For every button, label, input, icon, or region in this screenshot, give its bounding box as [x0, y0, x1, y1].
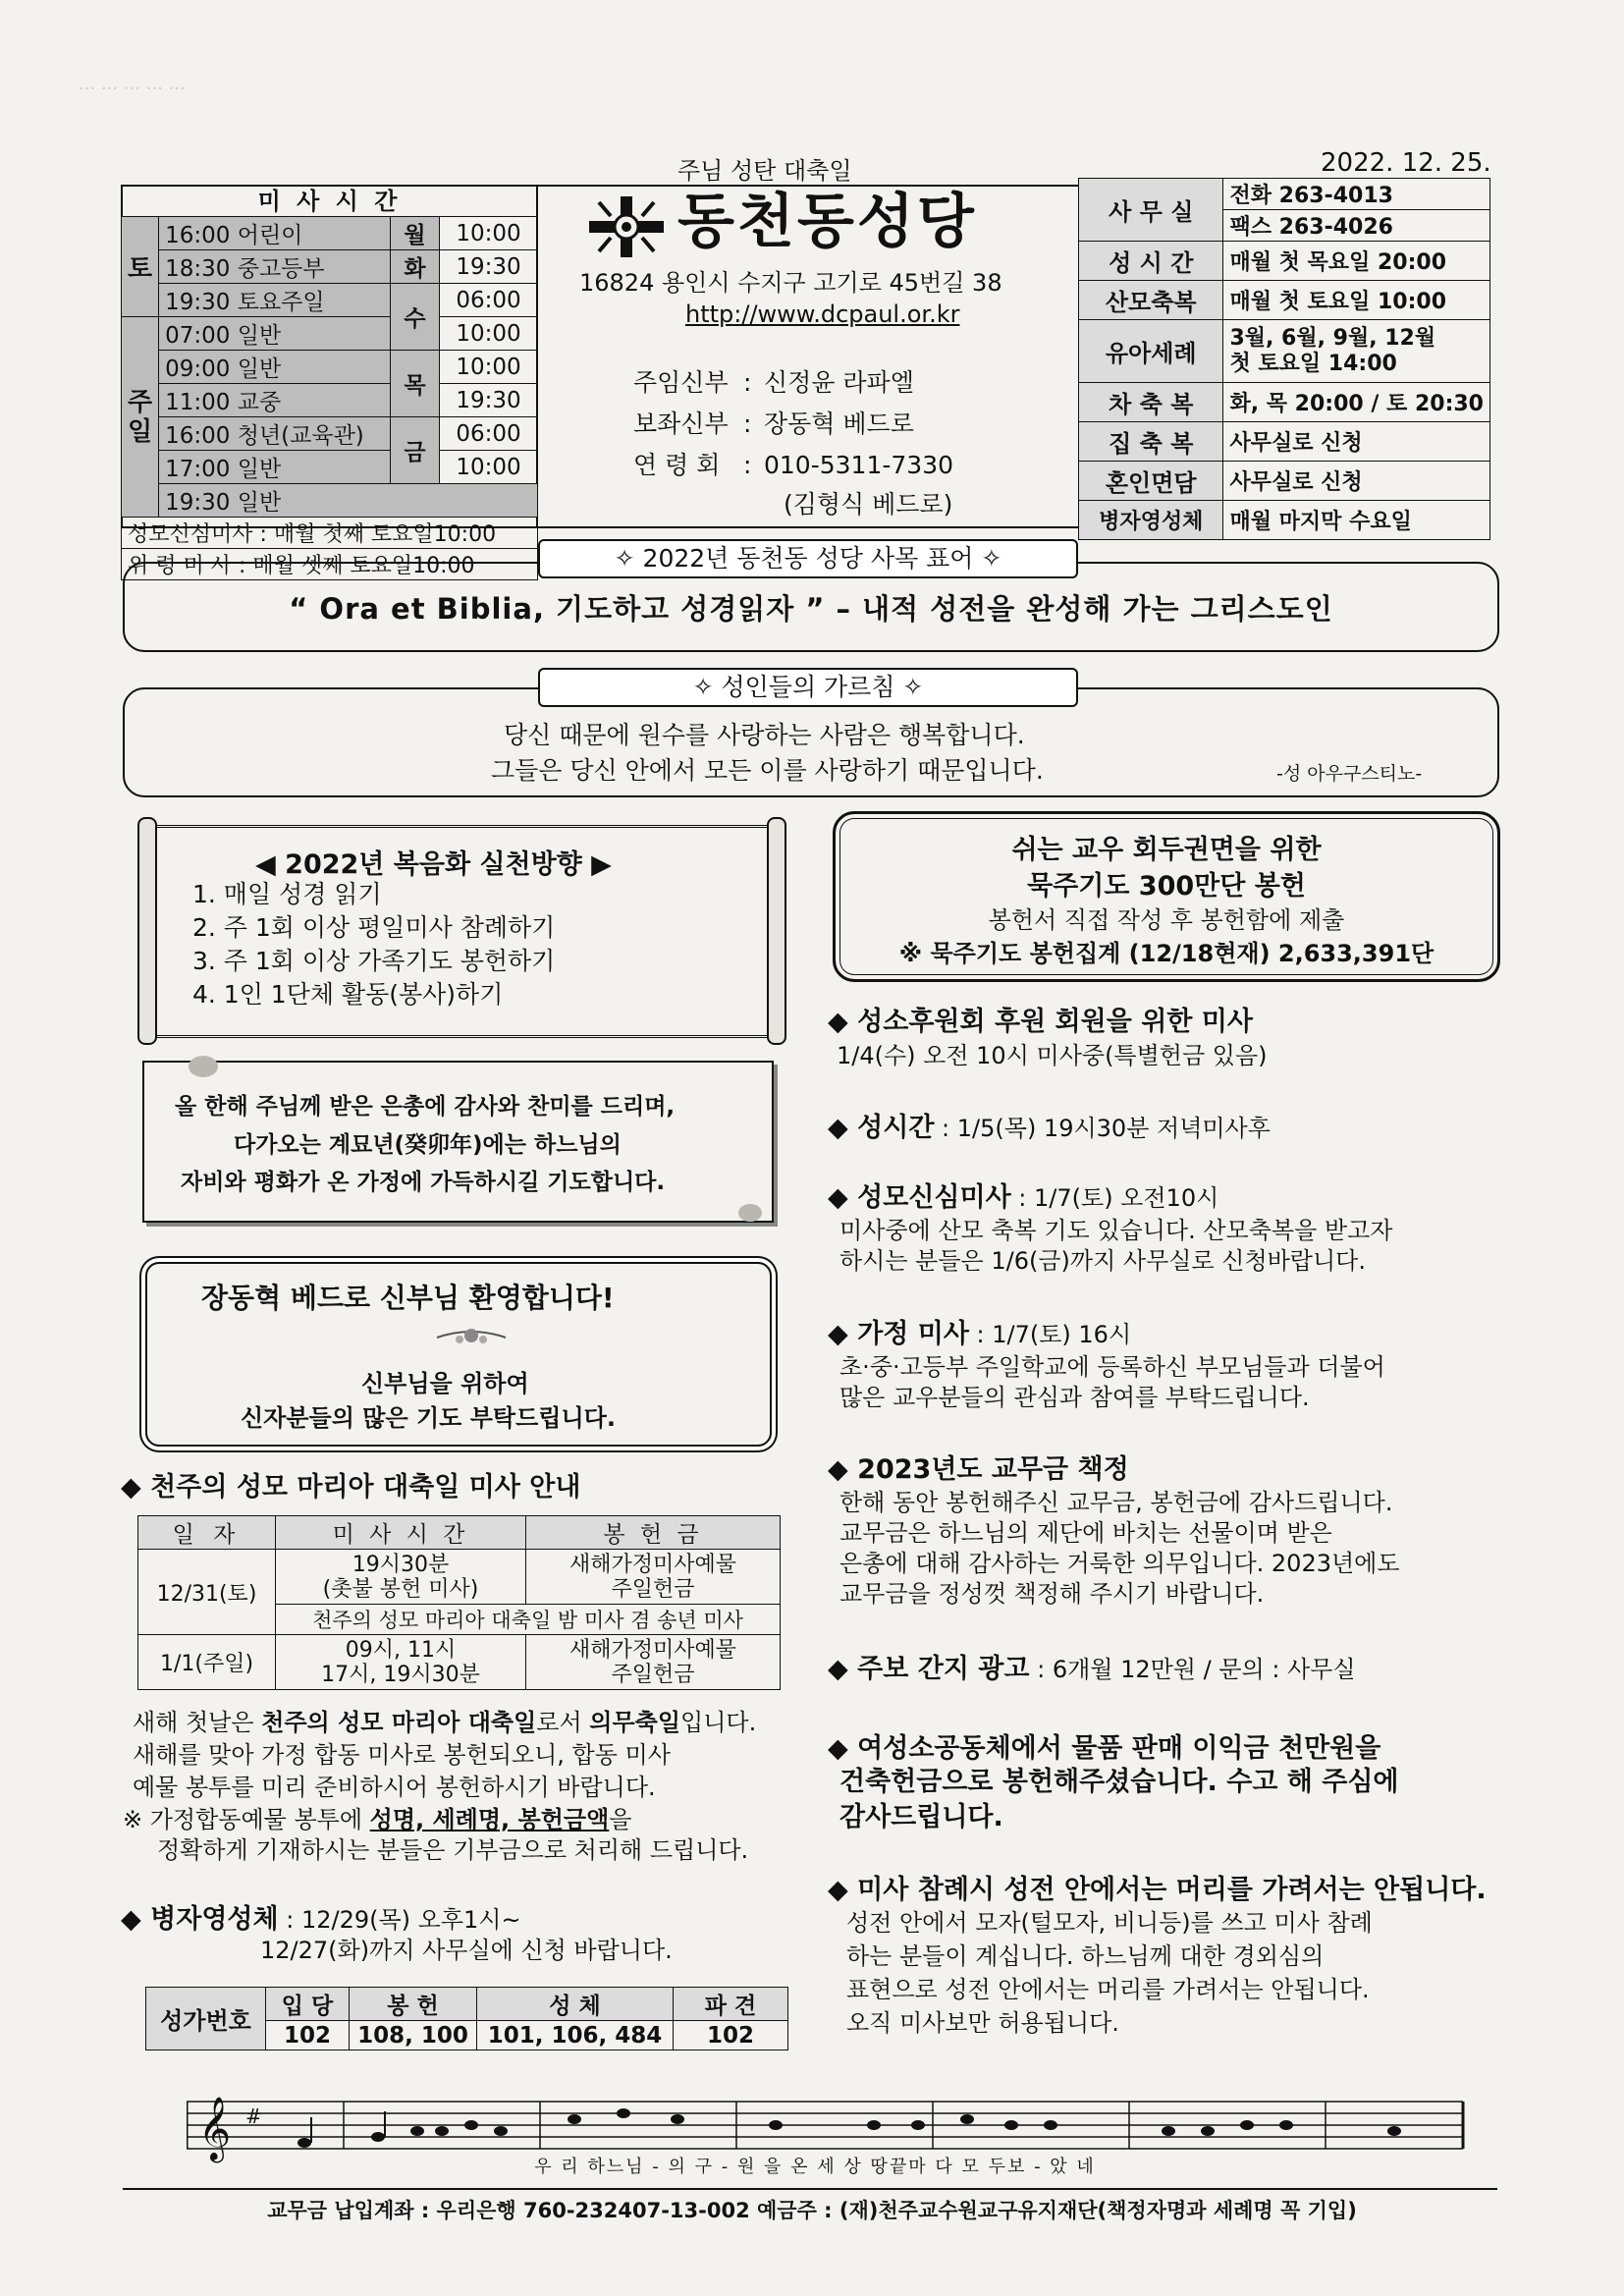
time-tue-1: 19:30: [440, 250, 538, 284]
rosary-line-3: 봉헌서 직접 작성 후 봉헌함에 제출: [988, 906, 1345, 934]
funeral-contact: (김형식 베드로): [784, 490, 953, 519]
office-label: 사 무 실: [1079, 179, 1223, 242]
rosary-line-1: 쉬는 교우 회두권면을 위한: [1011, 835, 1322, 865]
time-thu-2: 19:30: [440, 384, 538, 417]
notice-3-line-2: 하시는 분들은 1/6(금)까지 사무실로 신청바랍니다.: [839, 1247, 1366, 1275]
greeting-ornament-icon: [189, 1056, 218, 1077]
pastor-role: 주임신부: [633, 368, 729, 397]
scroll-rod-right: [767, 817, 786, 1045]
day-wed: 수: [391, 284, 440, 351]
pastor-sep: :: [743, 368, 752, 397]
car-blessing-value: 화, 목 20:00 / 토 20:30: [1223, 383, 1490, 422]
sick-communion-label: 병자영성체: [1079, 501, 1223, 540]
gospel-item-1: 1. 매일 성경 읽기: [192, 880, 382, 908]
gospel-title: ◀ 2022년 복음화 실천방향 ▶: [255, 849, 612, 880]
time-wed-1: 06:00: [440, 284, 538, 317]
notice-5-line-1: 한해 동안 봉헌해주신 교무금, 봉헌금에 감사드립니다.: [839, 1489, 1393, 1516]
notice-8-line-2: 하는 분들이 계십니다. 하느님께 대한 경외심의: [846, 1942, 1325, 1970]
hymn-offertory: 108, 100: [350, 2021, 477, 2050]
funeral-sep: :: [743, 451, 752, 479]
mass-sun-1: 07:00 일반: [159, 317, 391, 351]
parish-url[interactable]: http://www.dcpaul.or.kr: [685, 301, 960, 328]
mass-sun-3: 11:00 교중: [159, 384, 391, 417]
music-lyrics: 우 리 하느님 - 의 구 - 원 을 온 세 상 땅끝마 다 모 두보 - 았 네: [534, 2157, 1096, 2177]
sick-communion-title: 병자영성체: [150, 1904, 279, 1935]
mary-row1-offering: 새해가정미사예물 주일헌금: [526, 1550, 781, 1605]
motto-label: ✧ 2022년 동천동 성당 사목 표어 ✧: [538, 539, 1078, 578]
notice-5-line-4: 교무금을 정성껏 책정해 주시기 바랍니다.: [839, 1580, 1265, 1608]
mary-row1-date: 12/31(토): [138, 1550, 276, 1635]
notice-1-heading: ◆ 성소후원회 후원 회원을 위한 미사: [828, 1007, 1253, 1037]
house-blessing-value: 사무실로 신청: [1223, 422, 1490, 462]
time-mon-1: 10:00: [440, 217, 538, 250]
rosary-line-4: ※ 묵주기도 봉헌집계 (12/18현재) 2,633,391단: [898, 940, 1435, 967]
svg-text:𝄞: 𝄞: [198, 2097, 232, 2160]
hymn-numbers-table: [145, 1987, 788, 2050]
bulletin-date: 2022. 12. 25.: [1321, 148, 1491, 178]
office-fax: 팩스 263-4026: [1223, 210, 1490, 242]
holy-hour-label: 성 시 간: [1079, 242, 1223, 281]
hymn-header-entrance: 입 당: [266, 1988, 350, 2021]
hymn-entrance: 102: [266, 2021, 350, 2050]
notice-4-line-1: 초·중·고등부 주일학교에 등록하신 부모님들과 더불어: [839, 1353, 1385, 1381]
hymn-header-recessional: 파 견: [674, 1988, 788, 2021]
notice-3-line-1: 미사중에 산모 축복 기도 있습니다. 산모축복을 받고자: [839, 1217, 1393, 1244]
assistant-role: 보좌신부: [633, 410, 729, 438]
office-info-table: [1078, 178, 1490, 540]
time-fri-2: 10:00: [440, 451, 538, 484]
gospel-item-3: 3. 주 1회 이상 가족기도 봉헌하기: [192, 947, 556, 975]
day-fri: 금: [391, 417, 440, 484]
mass-sun-5: 17:00 일반: [159, 451, 391, 484]
mary-header-time: 미 사 시 간: [276, 1516, 526, 1550]
parish-address: 16824 용인시 수지구 고기로 45번길 38: [579, 269, 1002, 297]
hymn-recessional: 102: [674, 2021, 788, 2050]
notice-3-heading: ◆ 성모신심미사 : 1/7(토) 오전10시: [828, 1182, 1219, 1213]
mass-sun-2: 09:00 일반: [159, 351, 391, 384]
mary-row1-note: 천주의 성모 마리아 대축일 밤 미사 겸 송년 미사: [276, 1605, 781, 1635]
saints-source: -성 아우구스티노-: [1276, 763, 1423, 785]
saints-line-2: 그들은 당신 안에서 모든 이를 사랑하기 때문입니다.: [491, 756, 1044, 785]
notice-8-line-4: 오직 미사보만 허용됩니다.: [846, 2009, 1119, 2037]
notice-8-line-1: 성전 안에서 모자(털모자, 비니등)를 쓰고 미사 참례: [846, 1909, 1373, 1937]
notice-1-line-1: 1/4(수) 오전 10시 미사중(특별헌금 있음): [837, 1042, 1268, 1069]
saints-line-1: 당신 때문에 원수를 사랑하는 사람은 행복합니다.: [504, 721, 1025, 749]
rosary-line-2: 묵주기도 300만단 봉헌: [1027, 871, 1306, 902]
day-thu: 목: [391, 351, 440, 417]
time-wed-2: 10:00: [440, 317, 538, 351]
sunday-label: 주일: [122, 317, 159, 518]
sick-communion-detail-2: 12/27(화)까지 사무실에 신청 바랍니다.: [260, 1937, 673, 1964]
funeral-phone: 010-5311-7330: [764, 451, 954, 479]
sick-communion-value: 매월 마지막 수요일: [1223, 501, 1490, 540]
bleed-through-text: ··· ··· ··· ··· ···: [79, 79, 186, 99]
notice-5-line-2: 교무금은 하느님의 제단에 바치는 선물이며 받은: [839, 1519, 1332, 1547]
notice-4-line-2: 많은 교우분들의 관심과 참여를 부탁드립니다.: [839, 1384, 1310, 1411]
welcome-title: 장동혁 베드로 신부님 환영합니다!: [201, 1282, 615, 1314]
notice-5-heading: ◆ 2023년도 교무금 책정: [828, 1454, 1129, 1485]
mary-header-offering: 봉 헌 금: [526, 1516, 781, 1550]
hymn-header-offertory: 봉 헌: [350, 1988, 477, 2021]
notice-7-line-2: 감사드립니다.: [839, 1802, 1003, 1832]
office-phone: 전화 263-4013: [1223, 179, 1490, 210]
gospel-item-4: 4. 1인 1단체 활동(봉사)하기: [192, 980, 504, 1009]
mary-row1-time: 19시30분 (촛불 봉헌 미사): [276, 1550, 526, 1605]
notice-5-line-3: 은총에 대해 감사하는 거룩한 의무입니다. 2023년에도: [839, 1550, 1400, 1577]
saints-label: ✧ 성인들의 가르침 ✧: [538, 668, 1078, 707]
cross-logo-icon: [581, 192, 672, 261]
hymn-label: 성가번호: [146, 1988, 266, 2050]
notice-7-heading: ◆ 여성소공동체에서 물품 판매 이익금 천만원을: [828, 1733, 1381, 1764]
greeting-ornament-icon-2: [738, 1204, 762, 1222]
pastor-name: 신정윤 라파엘: [764, 368, 914, 397]
assistant-name: 장동혁 베드로: [764, 410, 914, 438]
notice-7-line-1: 건축헌금으로 봉헌해주셨습니다. 수고 해 주심에: [839, 1767, 1399, 1797]
mass-sat-2: 18:30 중고등부: [159, 250, 391, 284]
mass-sat-3: 19:30 토요주일: [159, 284, 391, 317]
day-mon: 월: [391, 217, 440, 250]
infant-baptism-value: 3월, 6월, 9월, 12월 첫 토요일 14:00: [1223, 320, 1490, 383]
house-blessing-label: 집 축 복: [1079, 422, 1223, 462]
infant-baptism-label: 유아세례: [1079, 320, 1223, 383]
mary-feast-table: [137, 1515, 781, 1690]
assistant-sep: :: [743, 410, 752, 438]
mass-times-title: 미 사 시 간: [257, 188, 402, 215]
mary-header-date: 일 자: [138, 1516, 276, 1550]
notice-6-heading: ◆ 주보 간지 광고 : 6개월 12만원 / 문의 : 사무실: [828, 1654, 1356, 1684]
gospel-item-2: 2. 주 1회 이상 평일미사 참례하기: [192, 913, 556, 942]
mass-sun-4: 16:00 청년(교육관): [159, 417, 391, 451]
marriage-value: 사무실로 신청: [1223, 462, 1490, 501]
footer-text: 교무금 납입계좌 : 우리은행 760-232407-13-002 예금주 : (재)천주교수원교구유지재단(책정자명과 세례명 꼭 기입): [267, 2199, 1357, 2222]
notice-2-heading: ◆ 성시간 : 1/5(목) 19시30분 저녁미사후: [828, 1113, 1271, 1143]
mary-feast-heading: ◆ 천주의 성모 마리아 대축일 미사 안내: [121, 1472, 581, 1503]
greeting-line-1: 올 한해 주님께 받은 은총에 감사와 찬미를 드리며,: [175, 1094, 676, 1120]
special-mass-1: 성모신심미사 : 매월 첫째 토요일10:00: [122, 518, 538, 549]
hymn-communion: 101, 106, 484: [477, 2021, 674, 2050]
mary-feast-title: 천주의 성모 마리아 대축일 미사 안내: [150, 1472, 581, 1503]
mary-note-line-1: 새해 첫날은 천주의 성모 마리아 대축일로서 의무축일입니다.: [133, 1709, 757, 1736]
footer-rule: [123, 2188, 1497, 2190]
mother-blessing-label: 산모축복: [1079, 281, 1223, 320]
music-staff: [187, 2090, 1473, 2178]
saturday-label: 토: [122, 217, 159, 317]
car-blessing-label: 차 축 복: [1079, 383, 1223, 422]
notice-4-heading: ◆ 가정 미사 : 1/7(토) 16시: [828, 1319, 1132, 1349]
greeting-line-3: 자비와 평화가 온 가정에 가득하시길 기도합니다.: [181, 1170, 666, 1195]
mother-blessing-value: 매월 첫 토요일 10:00: [1223, 281, 1490, 320]
sick-communion-heading: ◆ 병자영성체 : 12/29(목) 오후1시~: [121, 1904, 521, 1935]
hymn-header-communion: 성 체: [477, 1988, 674, 2021]
greeting-line-2: 다가오는 계묘년(癸卯年)에는 하느님의: [234, 1132, 622, 1158]
notice-8-heading: ◆ 미사 참례시 성전 안에서는 머리를 가려서는 안됩니다.: [828, 1875, 1487, 1905]
mary-note-line-3: 예물 봉투를 미리 준비하시어 봉헌하시기 바랍니다.: [133, 1774, 656, 1801]
notice-8-line-3: 표현으로 성전 안에서는 머리를 가려서는 안됩니다.: [846, 1976, 1370, 2003]
parish-name: 동천동성당: [677, 188, 977, 256]
flower-ornament-icon: [432, 1321, 511, 1354]
welcome-line-2: 신자분들의 많은 기도 부탁드립니다.: [241, 1404, 616, 1432]
time-fri-1: 06:00: [440, 417, 538, 451]
welcome-line-1: 신부님을 위하여: [361, 1370, 529, 1397]
funeral-role: 연 령 회: [633, 451, 721, 479]
mary-note-line-2: 새해를 맞아 가정 합동 미사로 봉헌되오니, 합동 미사: [133, 1741, 671, 1769]
mary-row2-offering: 새해가정미사예물 주일헌금: [526, 1635, 781, 1690]
sick-communion-detail: : 12/29(목) 오후1시~: [278, 1906, 521, 1934]
holy-hour-value: 매월 첫 목요일 20:00: [1223, 242, 1490, 281]
mass-sat-1: 16:00 어린이: [159, 217, 391, 250]
svg-text:#: #: [245, 2105, 262, 2128]
mass-times-table: [121, 216, 538, 580]
motto-text: “ Ora et Biblia, 기도하고 성경읽자 ” – 내적 성전을 완성해 가는 그리스도인: [289, 592, 1333, 626]
mary-row2-date: 1/1(주일): [138, 1635, 276, 1690]
mary-note-line-4: ※ 가정합동예물 봉투에 성명, 세례명, 봉헌금액을: [123, 1806, 632, 1833]
day-tue: 화: [391, 250, 440, 284]
mary-row2-time: 09시, 11시 17시, 19시30분: [276, 1635, 526, 1690]
time-thu-1: 10:00: [440, 351, 538, 384]
mary-note-line-5: 정확하게 기재하시는 분들은 기부금으로 처리해 드립니다.: [157, 1836, 749, 1864]
mass-sun-6: 19:30 일반: [159, 484, 538, 518]
scroll-rod-left: [137, 817, 157, 1045]
special-mass-2: 위 령 미 사 : 매월 셋째 토요일10:00: [122, 549, 538, 580]
marriage-label: 혼인면담: [1079, 462, 1223, 501]
feast-name: 주님 성탄 대축일: [677, 157, 852, 185]
